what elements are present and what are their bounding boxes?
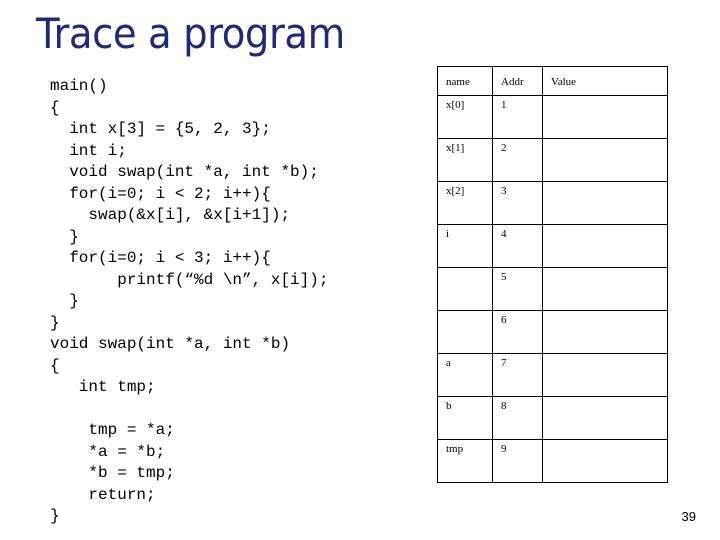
table-row: [438, 440, 668, 483]
cell-name: x[2]: [438, 182, 493, 225]
slide-title: Trace a program: [36, 9, 345, 58]
cell-name: x[1]: [438, 139, 493, 182]
cell-value: [543, 139, 668, 182]
header-value: Value: [543, 67, 668, 96]
cell-name: [438, 268, 493, 311]
cell-addr: 2: [493, 139, 543, 182]
cell-name: b: [438, 397, 493, 440]
code-line: *b = tmp;: [50, 464, 175, 482]
code-line: }: [50, 313, 60, 332]
header-name: name: [438, 67, 493, 96]
code-line: return;: [50, 485, 156, 504]
code-line: }: [50, 292, 79, 310]
code-line: {: [50, 356, 60, 375]
cell-value: [543, 182, 668, 225]
cell-value: [543, 354, 668, 397]
cell-value: [543, 397, 668, 440]
code-line: void swap(int *a, int *b);: [50, 163, 319, 181]
code-line: int x[3] = {5, 2, 3};: [50, 120, 271, 138]
header-addr: Addr: [493, 67, 543, 96]
table-row: [438, 397, 668, 440]
cell-addr: 9: [493, 440, 543, 483]
code-line: for(i=0; i < 3; i++){: [50, 249, 271, 267]
cell-addr: 5: [493, 268, 543, 311]
code-line: int tmp;: [50, 378, 156, 396]
cell-addr: 4: [493, 225, 543, 268]
code-line: int i;: [50, 141, 127, 160]
cell-addr: 6: [493, 311, 543, 354]
cell-value: [543, 311, 668, 354]
cell-addr: 8: [493, 397, 543, 440]
table-row: [438, 182, 668, 225]
cell-addr: 1: [493, 96, 543, 139]
code-block: [50, 76, 328, 528]
code-line: printf(“%d \n”, x[i]);: [50, 270, 329, 289]
cell-name: x[0]: [438, 96, 493, 139]
cell-value: [543, 225, 668, 268]
code-line: void swap(int *a, int *b): [50, 335, 291, 353]
table-row: [438, 354, 668, 397]
table-row: [438, 139, 668, 182]
slide-number: 39: [681, 509, 696, 524]
table-row: [438, 311, 668, 354]
code-line: *a = *b;: [50, 442, 166, 461]
table-row: [438, 96, 668, 139]
code-line: [50, 399, 328, 421]
cell-name: tmp: [438, 440, 493, 483]
code-line: swap(&x[i], &x[i+1]);: [50, 206, 291, 224]
code-line: }: [50, 227, 79, 246]
code-line: tmp = *a;: [50, 421, 175, 439]
cell-name: a: [438, 354, 493, 397]
cell-addr: 3: [493, 182, 543, 225]
cell-value: [543, 96, 668, 139]
table-row: [438, 225, 668, 268]
code-line: }: [50, 507, 60, 525]
cell-value: [543, 440, 668, 483]
code-line: main(): [50, 77, 108, 95]
cell-name: [438, 311, 493, 354]
memory-table: [437, 66, 668, 483]
table-header-row: [438, 67, 668, 96]
table-row: [438, 268, 668, 311]
cell-name: i: [438, 225, 493, 268]
cell-value: [543, 268, 668, 311]
cell-addr: 7: [493, 354, 543, 397]
code-line: for(i=0; i < 2; i++){: [50, 184, 271, 203]
code-line: {: [50, 98, 60, 117]
